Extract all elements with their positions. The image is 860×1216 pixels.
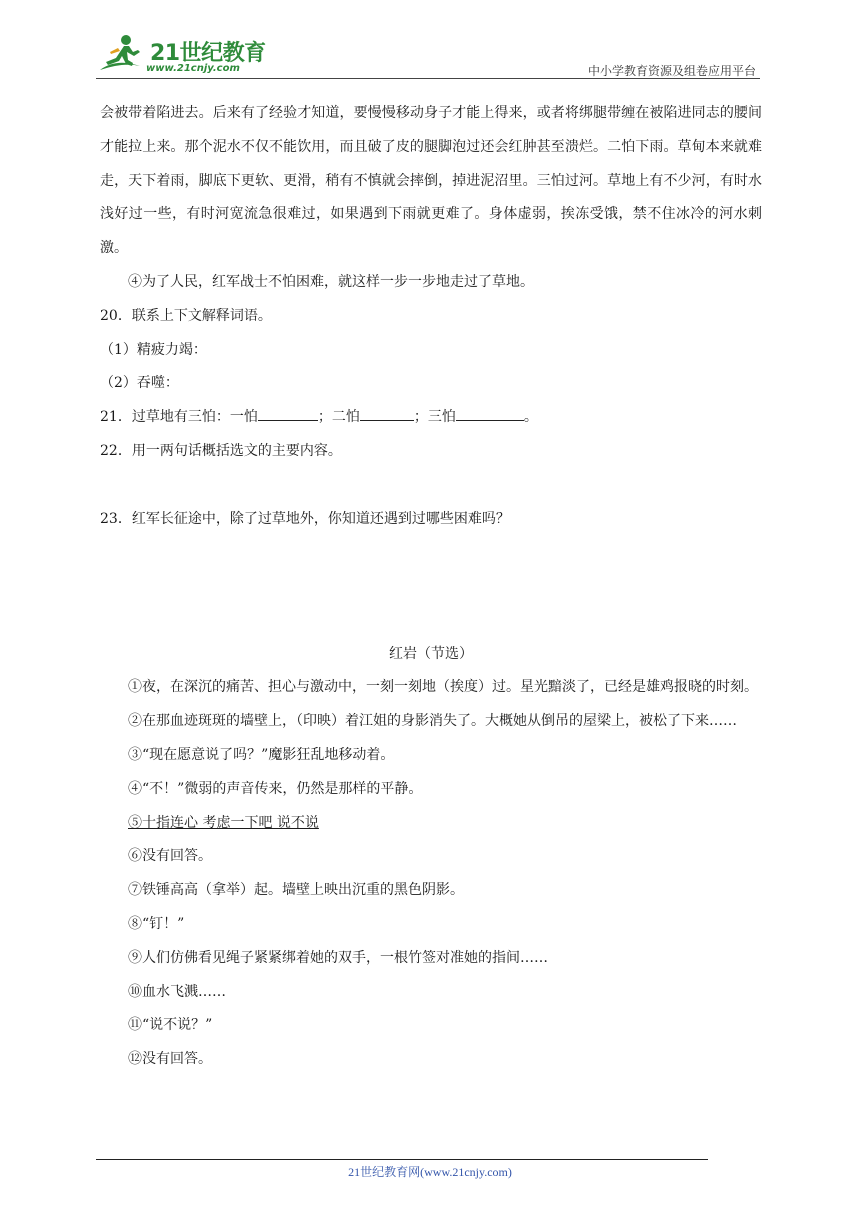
passage2-paragraph-7: ⑦铁锤高高（拿举）起。墙壁上映出沉重的黑色阴影。 <box>128 882 464 899</box>
footer-link[interactable]: 21世纪教育网(www.21cnjy.com) <box>348 1165 512 1179</box>
answer-blank-3[interactable] <box>456 402 524 421</box>
passage2-paragraph-12: ⑫没有回答。 <box>128 1051 212 1068</box>
question-20-2: （2）吞噬： <box>100 375 179 392</box>
passage2-paragraph-6: ⑥没有回答。 <box>128 848 212 865</box>
passage2-paragraph-9: ⑨人们仿佛看见绳子紧紧绑着她的双手，一根竹签对准她的指间…… <box>128 949 548 966</box>
runner-logo-icon <box>96 32 152 76</box>
underlined-sentence: ⑤十指连心 考虑一下吧 说不说 <box>128 814 319 831</box>
logo-url: www.21cnjy.com <box>146 63 240 74</box>
platform-name: 中小学教育资源及组卷应用平台 <box>587 64 756 78</box>
passage2-paragraph-5 <box>100 807 762 841</box>
question-23: 23．红军长征途中，除了过草地外，你知道还遇到过哪些困难吗？ <box>100 510 510 527</box>
page-header <box>96 32 760 80</box>
passage2-paragraph-1: ①夜，在深沉的痛苦、担心与激动中，一刻一刻地（挨度）过。星光黯淡了，已经是雄鸡报晓的时刻。 <box>128 679 758 696</box>
passage2-paragraph-8: ⑧“钉！” <box>128 915 185 932</box>
passage2-paragraph-4: ④“不！”微弱的声音传来，仍然是那样的平静。 <box>128 780 423 797</box>
question-21-part-3: ；三怕 <box>413 409 456 426</box>
question-21-part-1: 21．过草地有三怕：一怕 <box>100 409 258 426</box>
answer-blank-1[interactable] <box>258 402 318 421</box>
answer-blank-2[interactable] <box>360 402 414 421</box>
header-divider <box>96 78 760 79</box>
passage2-paragraph-11: ⑪“说不说？” <box>128 1017 213 1034</box>
footer-divider <box>96 1159 708 1160</box>
passage1-paragraph-4: ④为了人民，红军战士不怕困难，就这样一步一步地走过了草地。 <box>128 273 534 290</box>
document-body <box>100 97 762 1077</box>
passage2-paragraph-3: ③“现在愿意说了吗？”魔影狂乱地移动着。 <box>128 746 395 763</box>
answer-space <box>100 537 762 638</box>
question-20: 20．联系上下文解释词语。 <box>100 307 272 324</box>
answer-space <box>100 469 762 503</box>
passage2-paragraph-10: ⑩血水飞溅…… <box>128 983 226 1000</box>
question-21 <box>100 401 762 435</box>
question-21-part-4: 。 <box>523 409 538 426</box>
passage2-paragraph-2: ②在那血迹斑斑的墙壁上，（印映）着江姐的身影消失了。大概她从倒吊的屋梁上，被松了下来…… <box>128 713 737 730</box>
logo-text: 21世纪教育 <box>150 41 266 66</box>
logo <box>96 32 266 78</box>
question-20-1: （1）精疲力竭： <box>100 341 207 358</box>
passage2-title: 红岩（节选） <box>389 645 473 662</box>
question-22: 22．用一两句话概括选文的主要内容。 <box>100 442 342 459</box>
passage1-paragraph: 会被带着陷进去。后来有了经验才知道，要慢慢移动身子才能上得来，或者将绑腿带缠在被陷进同志的腰间才能拉上来。那个泥水不仅不能饮用，而且破了皮的腿脚泡过还会红肿甚至溃烂。二怕下雨。草甸本来就难走，天下着雨，脚底下更软、更滑，稍有不慎就会摔倒，掉进泥沼里。三怕过河。草地上有不少河，有时水浅好过一些，有时河宽流急很难过，如果遇到下雨就更难了。身体虚弱，挨冻受饿，禁不住冰冷的河水刺激。 <box>100 105 762 257</box>
question-21-part-2: ；二怕 <box>317 409 360 426</box>
